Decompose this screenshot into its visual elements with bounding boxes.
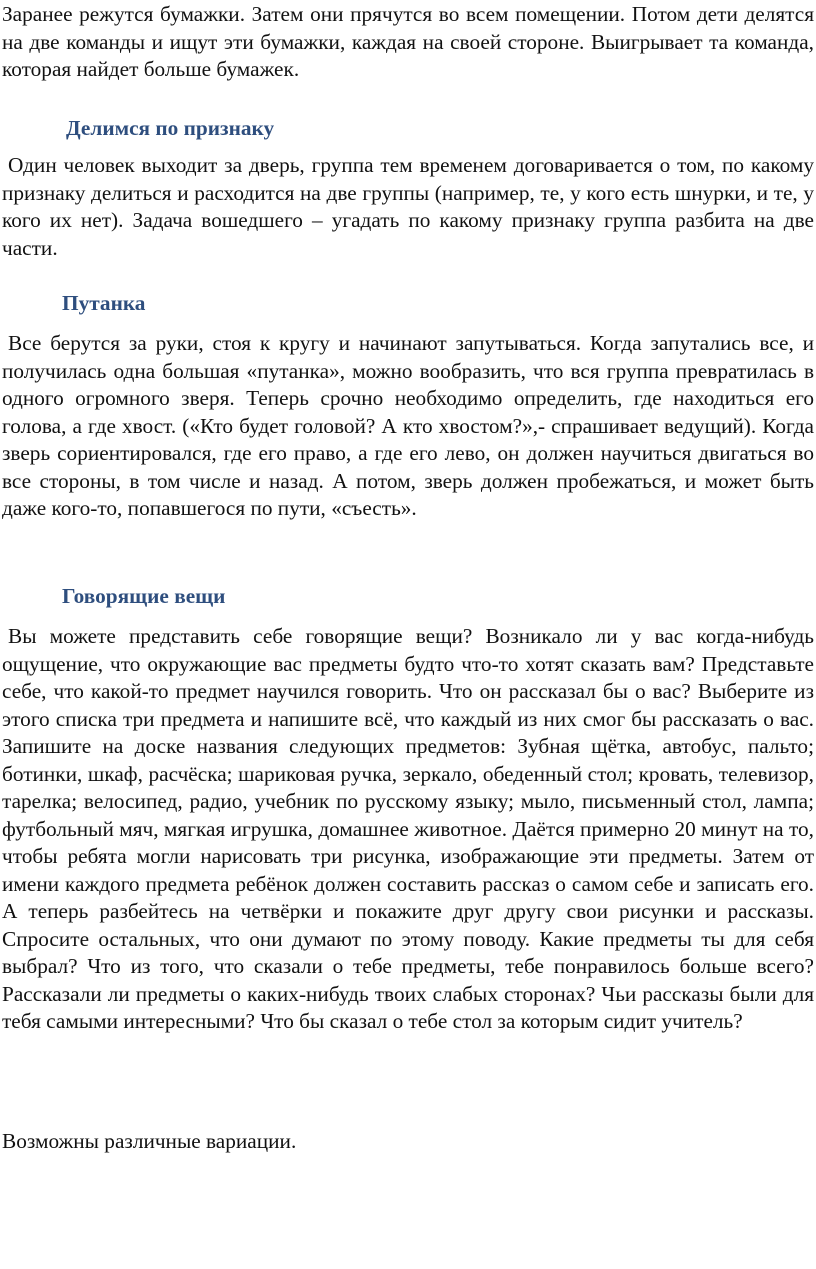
section-paragraph-tangle: Все берутся за руки, стоя к кругу и начинают запутываться. Когда запутались все, и получилась одна большая «путанка», можно вообразить, что вся группа превратилась в одного огромного зверя. Теперь срочно необходимо определить, где находиться его голова, а где хвост. («Кто будет головой? А кто хвостом?»,- спрашивает ведущий). Когда зверь сориентировался, где его право, а где его лево, он должен научиться двигаться во все стороны, в том числе и назад. А потом, зверь должен пробежаться, и может быть даже кого-то, попавшегося по пути, «съесть». xyxy=(2,331,814,520)
section-heading-divide-by-sign: Делимся по признаку xyxy=(66,116,275,140)
section-heading-talking-things: Говорящие вещи xyxy=(62,584,226,608)
section-heading-tangle: Путанка xyxy=(62,291,146,315)
closing-line: Возможны различные вариации. xyxy=(2,1129,297,1153)
section-paragraph-talking-things: Вы можете представить себе говорящие вещи? Возникало ли у вас когда-нибудь ощущение, что окружающие вас предметы будто что-то хотят сказать вам? Представьте себе, что какой-то предмет научился говорить. Что он рассказал бы о вас? Выберите из этого списка три предмета и напишите всё, что каждый из них смог бы рассказать о вас. Запишите на доске названия следующих предметов: Зубная щётка, автобус, пальто; ботинки, шкаф, расчёска; шариковая ручка, зеркало, обеденный стол; кровать, телевизор, тарелка; велосипед, радио, учебник по русскому языку; мыло, письменный стол, лампа; футбольный мяч, мягкая игрушка, домашнее животное. Даётся примерно 20 минут на то, чтобы ребята могли нарисовать три рисунка, изображающие эти предметы. Затем от имени каждого предмета ребёнок должен составить рассказ о самом себе и записать его. А теперь разбейтесь на четвёрки и покажите друг другу свои рисунки и рассказы. Спросите остальных, что они думают по этому поводу. Какие предметы ты для себя выбрал? Что из того, что сказали о тебе предметы, тебе понравилось больше всего? Рассказали ли предметы о каких-нибудь твоих слабых сторонах? Чьи рассказы были для тебя самыми интересными? Что бы сказал о тебе стол за которым сидит учитель? xyxy=(2,624,814,1033)
intro-paragraph: Заранее режутся бумажки. Затем они прячутся во всем помещении. Потом дети делятся на две команды и ищут эти бумажки, каждая на своей стороне. Выигрывает та команда, которая найдет больше бумажек. xyxy=(2,2,814,81)
section-paragraph-divide-by-sign: Один человек выходит за дверь, группа тем временем договаривается о том, по какому признаку делиться и расходится на две группы (например, те, у кого есть шнурки, и те, у кого их нет). Задача вошедшего – угадать по какому признаку группа разбита на две части. xyxy=(2,153,814,260)
